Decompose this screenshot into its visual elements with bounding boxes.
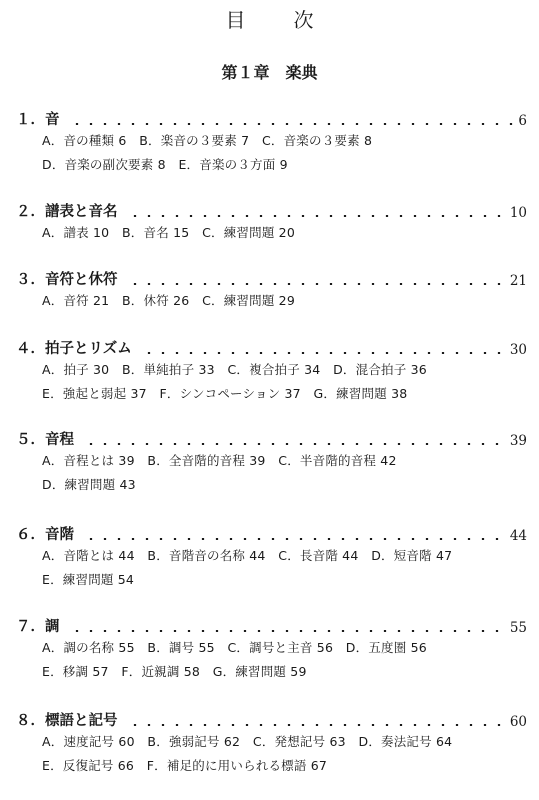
subsection-line: E．移調 57 F．近親調 58 G．練習問題 59 bbox=[42, 664, 307, 679]
subsection-line: A．音程とは 39 B．全音階的音程 39 C．半音階的音程 42 bbox=[42, 453, 397, 468]
subsection-line: A．譜表 10 B．音名 15 C．練習問題 20 bbox=[42, 225, 295, 240]
section-title: ５．音程 bbox=[16, 431, 74, 448]
section-heading bbox=[16, 708, 527, 730]
section-heading bbox=[16, 522, 527, 544]
section-title: ３．音符と休符 bbox=[16, 271, 118, 288]
section-page-number: 55 bbox=[509, 620, 527, 636]
section-heading bbox=[16, 107, 527, 129]
subsection-line: A．音階とは 44 B．音階音の名称 44 C．長音階 44 D．短音階 47 bbox=[42, 548, 453, 563]
section-title: ８．標語と記号 bbox=[16, 712, 118, 729]
page-title: 目 次 bbox=[225, 8, 328, 32]
dot-leader bbox=[70, 630, 508, 632]
section-heading bbox=[16, 427, 527, 449]
section-title: ７．調 bbox=[16, 618, 60, 635]
section-page-number: 39 bbox=[509, 433, 527, 449]
dot-leader bbox=[84, 443, 508, 445]
dot-leader bbox=[84, 538, 508, 540]
section-heading bbox=[16, 336, 527, 358]
section-page-number: 44 bbox=[509, 528, 527, 544]
subsection-line: D．練習問題 43 bbox=[42, 477, 136, 492]
section-page-number: 6 bbox=[518, 113, 527, 129]
subsection-line: A．調の名称 55 B．調号 55 C．調号と主音 56 D．五度圏 56 bbox=[42, 640, 427, 655]
subsection-line: A．拍子 30 B．単純拍子 33 C．複合拍子 34 D．混合拍子 36 bbox=[42, 362, 427, 377]
chapter-title: 第１章 楽典 bbox=[221, 63, 318, 82]
section-page-number: 21 bbox=[509, 273, 527, 289]
subsection-line: A．音の種類 6 B．楽音の３要素 7 C．音楽の３要素 8 bbox=[42, 133, 373, 148]
subsection-line: D．音楽の副次要素 8 E．音楽の３方面 9 bbox=[42, 157, 288, 172]
subsection-line: A．音符 21 B．休符 26 C．練習問題 29 bbox=[42, 293, 295, 308]
section-heading bbox=[16, 267, 527, 289]
section-page-number: 60 bbox=[509, 714, 527, 730]
section-heading bbox=[16, 614, 527, 636]
subsection-line: E．練習問題 54 bbox=[42, 572, 135, 587]
dot-leader bbox=[70, 123, 517, 125]
subsection-line: A．速度記号 60 B．強弱記号 62 C．発想記号 63 D．奏法記号 64 bbox=[42, 734, 453, 749]
section-title: ４．拍子とリズム bbox=[16, 340, 132, 357]
dot-leader bbox=[142, 352, 508, 354]
subsection-line: E．強起と弱起 37 F．シンコペーション 37 G．練習問題 38 bbox=[42, 386, 408, 401]
section-title: １．音 bbox=[16, 111, 60, 128]
section-page-number: 30 bbox=[509, 342, 527, 358]
subsection-line: E．反復記号 66 F．補足的に用いられる標語 67 bbox=[42, 758, 328, 773]
section-heading bbox=[16, 199, 527, 221]
section-page-number: 10 bbox=[509, 205, 527, 221]
dot-leader bbox=[128, 215, 508, 217]
dot-leader bbox=[128, 283, 508, 285]
dot-leader bbox=[128, 724, 508, 726]
section-title: ６．音階 bbox=[16, 526, 74, 543]
section-title: ２．譜表と音名 bbox=[16, 203, 118, 220]
